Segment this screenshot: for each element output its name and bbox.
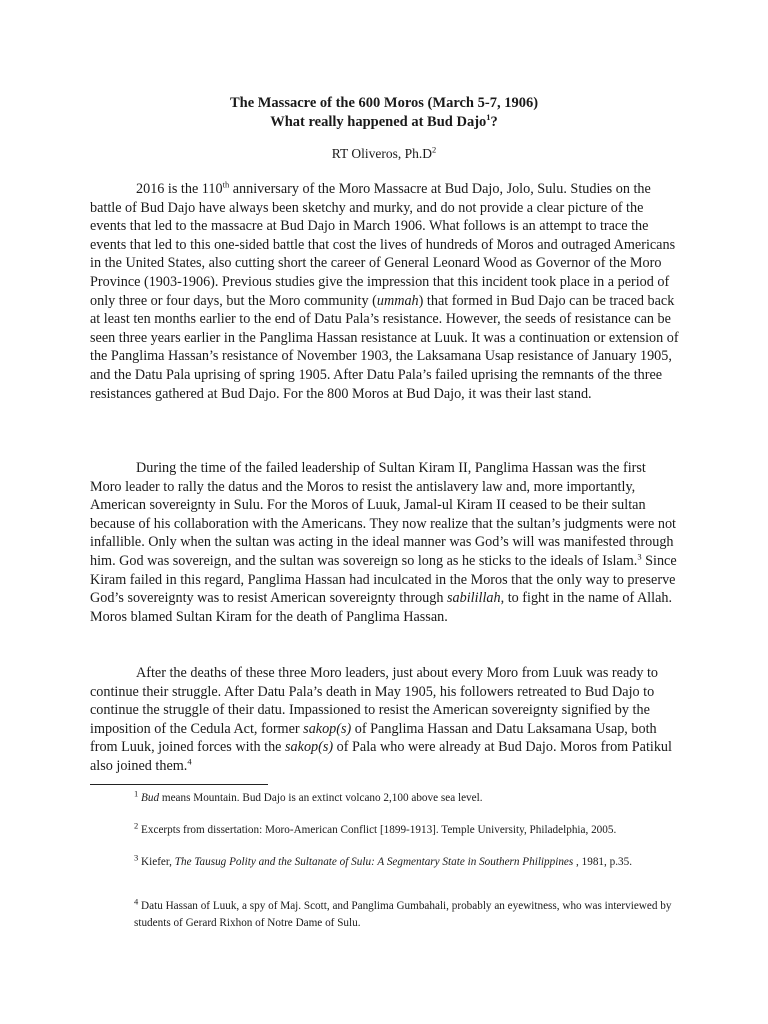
fn4-text: Datu Hassan of Luuk, a spy of Maj. Scott, and Panglima Gumbahali, probably an eyewitness, who was interviewed by students of Gerard Rixhon of Notre Dame of Sulu. [134, 900, 672, 929]
p1-italic: ummah [376, 292, 419, 309]
footnote-ref-1: 1 [486, 112, 491, 123]
fn1-italic: Bud [141, 792, 160, 804]
footnote-3 [90, 854, 690, 871]
footnote-2 [90, 822, 690, 839]
footnote-1 [90, 790, 690, 807]
paragraph-1 [90, 180, 680, 403]
fn2-text: Excerpts from dissertation: Moro-American Conflict [1899-1913]. Temple University, Philadelphia, 2005. [138, 824, 617, 836]
author-line [0, 146, 768, 162]
p2-text-b: Since Kiram failed in this regard, Panglima Hassan had inculcated in the Moros that the only way to preserve God’s sovereignty was to resist American sovereignty through [90, 552, 677, 607]
title-line1: The Massacre of the 600 Moros (March 5-7, 1906) [229, 95, 539, 111]
footnote-4 [90, 898, 690, 931]
document-title [0, 94, 768, 113]
footnote-ref-2: 2 [431, 144, 437, 155]
subtitle-text: What really happened at Bud Dajo [270, 114, 487, 130]
fn2-number: 2 [134, 820, 139, 831]
fn3-text: , 1981, p.35. [573, 856, 632, 868]
p1-text-a: 2016 is the 110 [136, 181, 223, 197]
fn3-pre: Kiefer, [138, 856, 175, 868]
paragraph-3 [90, 664, 680, 776]
paragraph-2 [90, 459, 680, 626]
p3-text-a: After the deaths of these three Moro leaders, just about every Moro from Luuk was ready to continue their struggle. After Datu Pala’s death in May 1905, his followers retreated to Bud Dajo to continue the struggle of their datu. Impassioned to resist the American sovereignty signified by the imposition of the Cedula Act, former [90, 665, 659, 737]
p3-text-b: of Panglima Hassan and Datu Laksamana Usap, both from Luuk, joined forces with the [90, 720, 657, 756]
p2-text-c: , to fight in the name of Allah. Moros blamed Sultan Kiram for the death of Panglima Hassan. [90, 590, 673, 625]
subtitle-end: ? [490, 114, 498, 130]
fn3-number: 3 [134, 852, 139, 863]
footnote-divider [90, 784, 268, 785]
p3-italic-1: sakop(s) [303, 720, 352, 737]
fn1-number: 1 [134, 788, 139, 799]
fn3-italic: The Tausug Polity and the Sultanate of Sulu: A Segmentary State in Southern Philippines [174, 856, 574, 868]
fn4-number: 4 [134, 896, 139, 907]
p1-text-b: anniversary of the Moro Massacre at Bud Dajo, Jolo, Sulu. Studies on the battle of Bud Dajo have always been sketchy and murky, and do not provide a clear picture of the events that led to the massacre at Bud Dajo in March 1906. What follows is an attempt to trace the events that led to this one-sided battle that cost the lives of hundreds of Moros and outraged Americans in the United States, also cutting short the career of General Leonard Wood as Governor of the Moro Province (1903-1906). Previous studies give the impression that this incident took place in a period of only three or four days, but the Moro community ( [90, 181, 676, 309]
fn1-text: means Mountain. Bud Dajo is an extinct volcano 2,100 above sea level. [159, 792, 483, 804]
p1-text-c: ) that formed in Bud Dajo can be traced back at least ten months earlier to the end of Datu Pala’s resistance. However, the seeds of resistance can be seen three years earlier in the Panglima Hassan resistance at Luuk. It was a continuation or extension of the Panglima Hassan’s resistance of November 1903, the Laksamana Usap resistance of January 1905, and the Datu Pala uprising of spring 1905. After Datu Pala’s failed uprising the remnants of the three resistances gathered at Bud Dajo. For the 800 Moros at Bud Dajo, it was their last stand. [90, 292, 679, 402]
footnote-ref-3: 3 [637, 551, 642, 562]
author-name: RT Oliveros, Ph.D [331, 146, 432, 161]
p1-sup: th [222, 179, 230, 190]
p3-italic-2: sakop(s) [285, 739, 334, 756]
p3-text-c: of Pala who were already at Bud Dajo. Moros from Patikul also joined them. [90, 739, 672, 774]
document-subtitle [0, 113, 768, 132]
p2-italic: sabilillah [447, 590, 501, 607]
footnote-ref-4: 4 [187, 756, 192, 767]
p2-text-a: During the time of the failed leadership of Sultan Kiram II, Panglima Hassan was the first Moro leader to rally the datus and the Moros to resist the antislavery law and, more importantly, American sovereignty in Sulu. For the Moros of Luuk, Jamal-ul Kiram II ceased to be their sultan because of his collaboration with the Americans. They now realize that the sultan’s judgments were not infallible. Only when the sultan was acting in the ideal manner was God’s will was manifested through him. God was sovereign, and the sultan was sovereign so long as he sticks to the ideals of Islam. [90, 460, 676, 569]
